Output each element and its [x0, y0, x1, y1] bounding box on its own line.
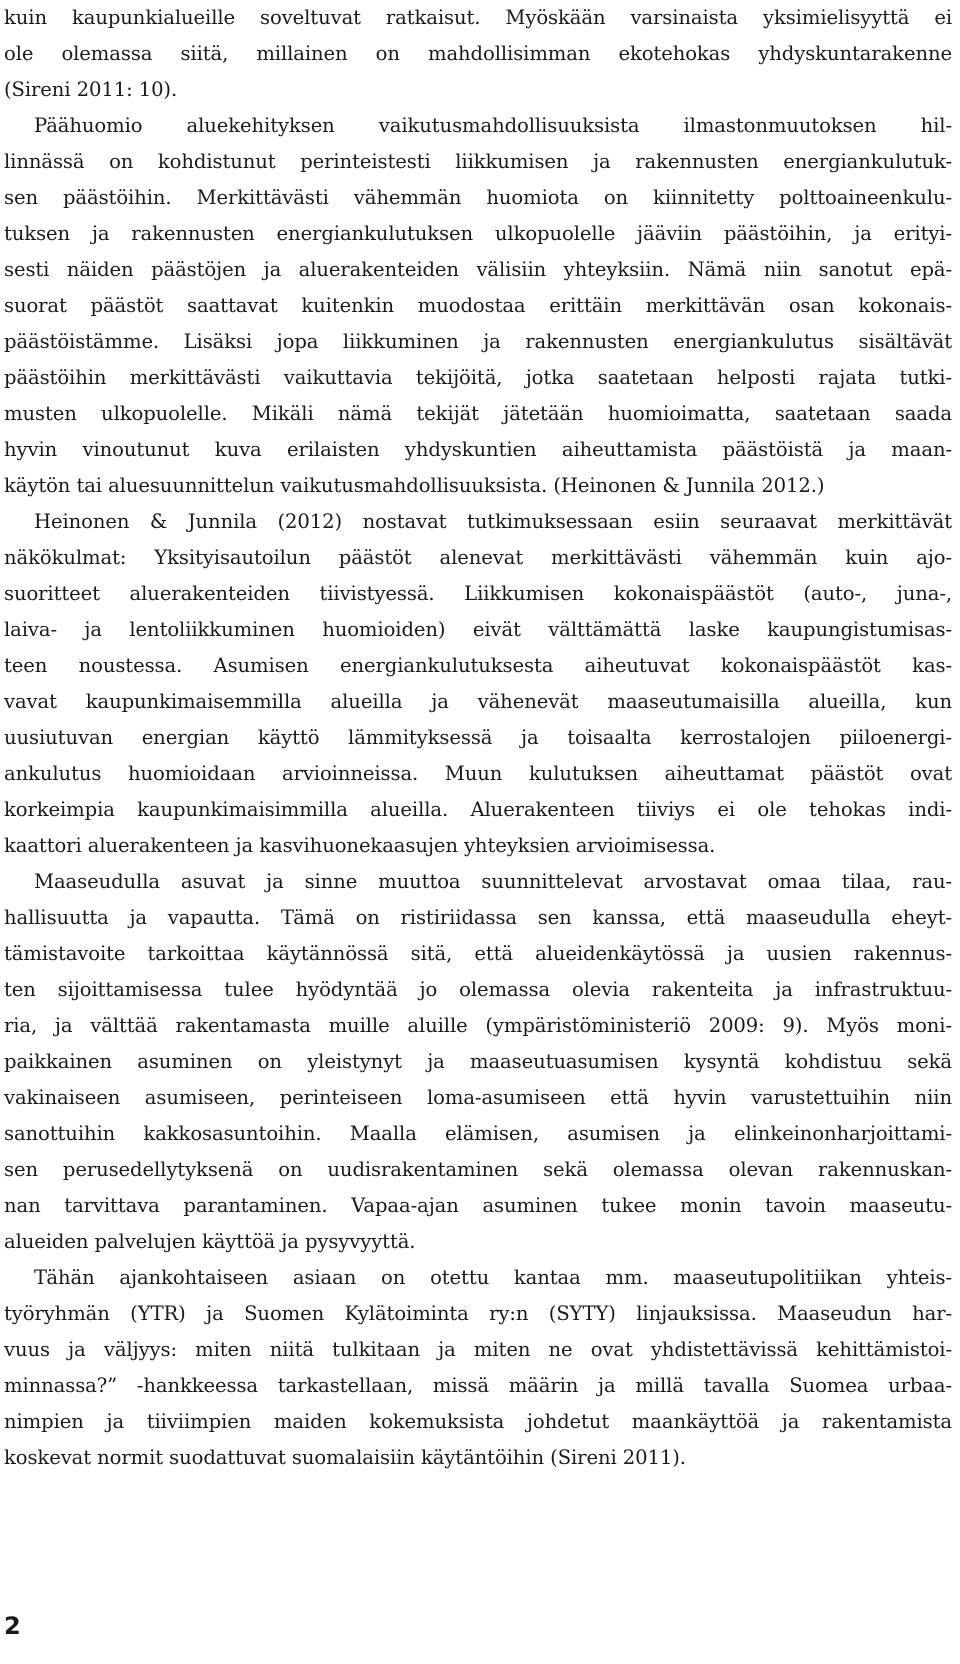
text-line: (Sireni 2011: 10).: [4, 78, 178, 101]
text-line: musten ulkopuolelle. Mikäli nämä tekijät jätetään huomioimatta, saatetaan saada: [4, 402, 952, 425]
text-line: käytön tai aluesuunnittelun vaikutusmahdollisuuksista. (Heinonen & Junnila 2012.): [4, 474, 825, 497]
text-line: päästöihin merkittävästi vaikuttavia tekijöitä, jotka saatetaan helposti rajata tutki-: [4, 366, 952, 389]
text-line: Päähuomio aluekehityksen vaikutusmahdollisuuksista ilmastonmuutoksen hil-: [34, 114, 952, 137]
text-line: sesti näiden päästöjen ja aluerakenteiden välisiin yhteyksiin. Nämä niin sanotut epä-: [4, 258, 952, 281]
text-line: korkeimpia kaupunkimaisimmilla alueilla. Aluerakenteen tiiviys ei ole tehokas indi-: [4, 798, 952, 821]
text-line: laiva- ja lentoliikkuminen huomioiden) eivät välttämättä laske kaupungistumisas-: [4, 618, 952, 641]
paragraph-1: [4, 0, 952, 108]
text-line: koskevat normit suodattuvat suomalaisiin käytäntöihin (Sireni 2011).: [4, 1446, 686, 1469]
paragraph-4: [4, 864, 952, 1260]
text-line: tämistavoite tarkoittaa käytännössä sitä, että alueidenkäytössä ja uusien rakennus-: [4, 942, 952, 965]
text-line: kuin kaupunkialueille soveltuvat ratkaisut. Myöskään varsinaista yksimielisyyttä ei: [4, 6, 952, 29]
text-line: ria, ja välttää rakentamasta muille aluille (ympäristöministeriö 2009: 9). Myös moni-: [4, 1014, 952, 1037]
paragraph-2: [4, 108, 952, 504]
text-line: uusiutuvan energian käyttö lämmityksessä ja toisaalta kerrostalojen piiloenergi-: [4, 726, 952, 749]
text-line: vakinaiseen asumiseen, perinteiseen loma-asumiseen että hyvin varustettuihin niin: [4, 1086, 952, 1109]
text-line: ten sijoittamisessa tulee hyödyntää jo olemassa olevia rakenteita ja infrastruktuu-: [4, 978, 952, 1001]
text-line: paikkainen asuminen on yleistynyt ja maaseutuasumisen kysyntä kohdistuu sekä: [4, 1050, 952, 1073]
text-line: tuksen ja rakennusten energiankulutuksen ulkopuolelle jääviin päästöihin, ja erityi-: [4, 222, 952, 245]
paragraph-5: [4, 1260, 952, 1476]
document-body: [4, 0, 952, 1476]
text-line: nimpien ja tiiviimpien maiden kokemuksista johdetut maankäyttöä ja rakentamista: [4, 1410, 952, 1433]
paragraph-3: [4, 504, 952, 864]
text-line: sanottuihin kakkosasuntoihin. Maalla elämisen, asumisen ja elinkeinonharjoittami-: [4, 1122, 952, 1145]
page-number: 2: [4, 1612, 21, 1640]
text-line: kaattori aluerakenteen ja kasvihuonekaasujen yhteyksien arvioimisessa.: [4, 834, 716, 857]
text-line: teen noustessa. Asumisen energiankulutuksesta aiheutuvat kokonaispäästöt kas-: [4, 654, 952, 677]
text-line: suoritteet aluerakenteiden tiivistyessä. Liikkumisen kokonaispäästöt (auto-, juna-,: [4, 582, 952, 605]
text-line: Tähän ajankohtaiseen asiaan on otettu kantaa mm. maaseutupolitiikan yhteis-: [34, 1266, 952, 1289]
text-line: sen perusedellytyksenä on uudisrakentaminen sekä olemassa olevan rakennuskan-: [4, 1158, 952, 1181]
text-line: työryhmän (YTR) ja Suomen Kylätoiminta ry:n (SYTY) linjauksissa. Maaseudun har-: [4, 1302, 952, 1325]
text-line: nan tarvittava parantaminen. Vapaa-ajan asuminen tukee monin tavoin maaseutu-: [4, 1194, 952, 1217]
text-line: näkökulmat: Yksityisautoilun päästöt alenevat merkittävästi vähemmän kuin ajo-: [4, 546, 952, 569]
text-line: linnässä on kohdistunut perinteistesti liikkumisen ja rakennusten energiankulutuk-: [4, 150, 952, 173]
text-line: vuus ja väljyys: miten niitä tulkitaan ja miten ne ovat yhdistettävissä kehittämistoi-: [4, 1338, 952, 1361]
text-line: ole olemassa siitä, millainen on mahdollisimman ekotehokas yhdyskuntarakenne: [4, 42, 952, 65]
text-line: suorat päästöt saattavat kuitenkin muodostaa erittäin merkittävän osan kokonais-: [4, 294, 952, 317]
text-line: minnassa?” -hankkeessa tarkastellaan, missä määrin ja millä tavalla Suomea urbaa-: [4, 1374, 952, 1397]
text-line: hyvin vinoutunut kuva erilaisten yhdyskuntien aiheuttamista päästöistä ja maan-: [4, 438, 952, 461]
text-line: päästöistämme. Lisäksi jopa liikkuminen ja rakennusten energiankulutus sisältävät: [4, 330, 952, 353]
text-line: vavat kaupunkimaisemmilla alueilla ja vähenevät maaseutumaisilla alueilla, kun: [4, 690, 952, 713]
text-line: ankulutus huomioidaan arvioinneissa. Muun kulutuksen aiheuttamat päästöt ovat: [4, 762, 952, 785]
text-line: hallisuutta ja vapautta. Tämä on ristiriidassa sen kanssa, että maaseudulla eheyt-: [4, 906, 952, 929]
text-line: alueiden palvelujen käyttöä ja pysyvyyttä.: [4, 1230, 416, 1253]
text-line: sen päästöihin. Merkittävästi vähemmän huomiota on kiinnitetty polttoaineenkulu-: [4, 186, 952, 209]
text-line: Maaseudulla asuvat ja sinne muuttoa suunnittelevat arvostavat omaa tilaa, rau-: [34, 870, 952, 893]
text-line: Heinonen & Junnila (2012) nostavat tutkimuksessaan esiin seuraavat merkittävät: [34, 510, 952, 533]
